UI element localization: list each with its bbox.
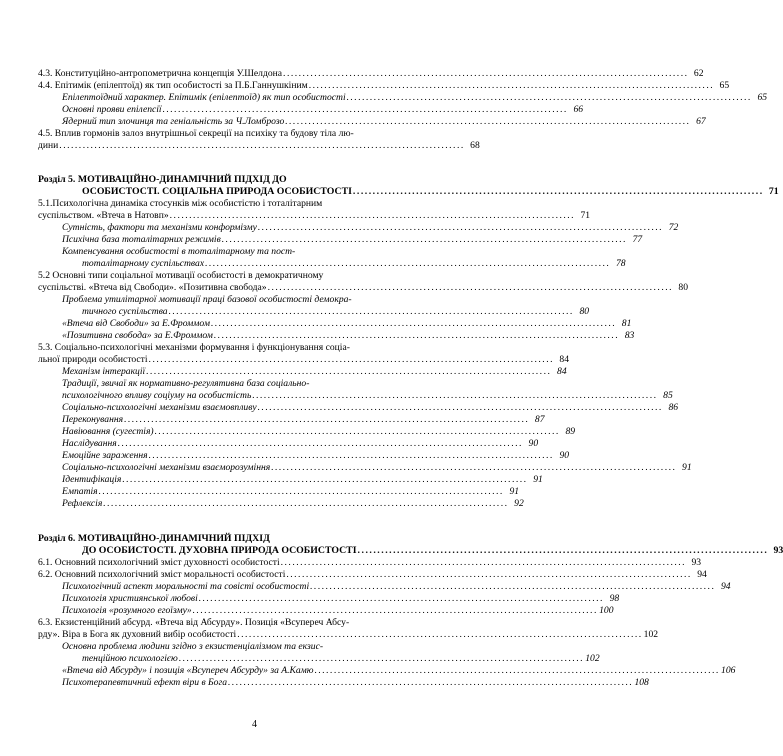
leader-dots: ........................................................................................................	[346, 92, 753, 103]
toc-entry-page: 72	[668, 222, 679, 233]
toc-subentry[interactable]	[62, 366, 567, 377]
leader-dots: ........................................................................................................	[146, 366, 552, 377]
toc-entry-page: 80	[579, 306, 590, 317]
leader-dots: ........................................................................................................	[352, 186, 764, 197]
chapter-heading-line[interactable]	[38, 533, 270, 544]
chapter-heading-text: Розділ 6. МОТИВАЦІЙНО-ДИНАМІЧНИЙ ПІДХІД	[38, 533, 270, 544]
toc-entry-page: 68	[470, 140, 480, 151]
toc-entry-text: Компенсування особистості в тоталітарному та пост-	[62, 246, 296, 257]
toc-entry-page: 84	[559, 354, 569, 365]
toc-subentry[interactable]	[62, 498, 524, 509]
leader-dots: ........................................................................................................	[210, 318, 617, 329]
toc-entry-page: 85	[663, 390, 673, 401]
toc-entry-page: 94	[697, 569, 707, 580]
toc-entry-text: тоталітарному суспільствах	[82, 258, 205, 269]
toc-entry-text: 5.2 Основні типи соціальної мотивації особистості в демократичному	[38, 270, 324, 281]
toc-entry-page: 92	[514, 498, 524, 509]
leader-dots: ........................................................................................................	[154, 426, 561, 437]
toc-entry-page: 67	[696, 116, 706, 127]
toc-entry-text: Ядерний тип злочинця та геніальність за Ч.Ломброзо	[62, 116, 285, 127]
toc-entry[interactable]	[38, 557, 702, 568]
toc-entry-page: 65	[719, 80, 730, 91]
toc-entry[interactable]	[38, 629, 659, 640]
toc-subentry[interactable]	[82, 306, 590, 317]
toc-subentry[interactable]	[62, 234, 643, 245]
toc-subentry-line[interactable]	[62, 641, 323, 652]
chapter-heading[interactable]	[82, 186, 779, 197]
chapter-heading-text: Розділ 5. МОТИВАЦІЙНО-ДИНАМІЧНИЙ ПІДХІД ДО	[38, 174, 287, 185]
toc-entry-page: 91	[682, 462, 692, 473]
toc-subentry-line[interactable]	[62, 246, 295, 257]
toc-entry-text: «Втеча від Абсурду» і позиція «Всупереч Абсурду» за А.Камю	[62, 665, 314, 676]
toc-entry-page: 106	[721, 665, 736, 676]
toc-entry-page: 86	[668, 402, 679, 413]
page-number: 4	[252, 719, 257, 730]
toc-subentry[interactable]	[62, 414, 545, 425]
toc-entry-line[interactable]	[38, 198, 322, 209]
toc-entry-text: Психологічний аспект моральності та совісті особистості	[62, 581, 310, 592]
toc-entry-text: Проблема утилітарної мотивації праці базової особистості демокра-	[62, 294, 352, 305]
toc-entry-text: рду». Віра в Бога як духовний вибір особистості	[38, 629, 237, 640]
toc-entry-page: 87	[534, 414, 545, 425]
toc-entry-text: Психотерапевтичний ефект віри в Бога	[62, 677, 228, 688]
toc-entry-text: 6.3. Екзистенційний абсурд. «Втеча від Абсурду». Позиція «Всупереч Абсу-	[38, 617, 350, 628]
toc-entry-page: 102	[643, 629, 659, 640]
toc-entry-page: 81	[621, 318, 632, 329]
toc-entry-text: психологічного впливу соціуму на особистість	[62, 390, 252, 401]
toc-entry-line[interactable]	[38, 128, 354, 139]
toc-entry-page: 71	[580, 210, 591, 221]
toc-entry[interactable]	[38, 210, 591, 221]
toc-subentry[interactable]	[62, 462, 692, 473]
toc-entry-page: 93	[773, 545, 783, 556]
toc-subentry[interactable]	[62, 593, 620, 604]
toc-entry-page: 78	[615, 258, 626, 269]
toc-subentry[interactable]	[62, 92, 768, 103]
toc-entry-line[interactable]	[38, 617, 349, 628]
leader-dots: ........................................................................................................	[314, 665, 721, 676]
toc-entry-text: Психологія християнської любові	[62, 593, 198, 604]
toc-entry-text: Соціально-психологічні механізми взаємовпливу	[62, 402, 257, 413]
leader-dots: ........................................................................................................	[162, 104, 569, 115]
toc-entry-text: 4.3. Конституційно-антропометрична концепція У.Шелдона	[38, 68, 283, 79]
leader-dots: ........................................................................................................	[285, 116, 691, 127]
chapter-heading-line[interactable]	[38, 174, 287, 185]
toc-subentry[interactable]	[82, 653, 600, 664]
toc-entry-line[interactable]	[38, 270, 323, 281]
chapter-heading[interactable]	[82, 545, 783, 556]
toc-entry-text: суспільстві. «Втеча від Свободи». «Позитивна свобода»	[38, 282, 267, 293]
toc-subentry[interactable]	[62, 450, 570, 461]
toc-entry-text: льної природи особистості	[38, 354, 148, 365]
toc-entry-text: Психічна база тоталітарних режимів	[62, 234, 221, 245]
toc-entry-text: «Втеча від Свободи» за Е.Фроммом	[62, 318, 210, 329]
leader-dots: ........................................................................................................	[286, 569, 692, 580]
chapter-heading-text: ОСОБИСТОСТІ. СОЦІАЛЬНА ПРИРОДА ОСОБИСТОСТІ	[82, 186, 352, 197]
leader-dots: ........................................................................................................	[117, 438, 524, 449]
toc-subentry[interactable]	[62, 581, 731, 592]
leader-dots: ........................................................................................................	[198, 593, 605, 604]
leader-dots: ........................................................................................................	[59, 140, 465, 151]
toc-entry-text: 5.3. Соціально-психологічні механізми формування і функціонування соціа-	[38, 342, 350, 353]
toc-entry-page: 71	[768, 186, 779, 197]
toc-subentry[interactable]	[62, 222, 679, 233]
toc-subentry[interactable]	[62, 665, 736, 676]
leader-dots: ........................................................................................................	[357, 545, 769, 556]
leader-dots: ........................................................................................................	[283, 68, 689, 79]
leader-dots: ........................................................................................................	[257, 222, 664, 233]
toc-entry-text: дини	[38, 140, 59, 151]
toc-entry-text: суспільством. «Втеча в Натовп»	[38, 210, 169, 221]
toc-subentry[interactable]	[62, 116, 706, 127]
leader-dots: ........................................................................................................	[148, 450, 555, 461]
toc-entry-text: тенційною психологією	[82, 653, 178, 664]
toc-subentry[interactable]	[62, 330, 635, 341]
leader-dots: ........................................................................................................	[178, 653, 585, 664]
toc-entry-text: Епілептоїдний характер. Епітимік (епілептоїд) як тип особистості	[62, 92, 346, 103]
toc-subentry[interactable]	[62, 438, 539, 449]
toc-entry-line[interactable]	[38, 342, 350, 353]
toc-entry-page: 65	[757, 92, 768, 103]
toc-entry-page: 77	[632, 234, 643, 245]
toc-entry-text: Переконування	[62, 414, 124, 425]
leader-dots: ........................................................................................................	[271, 462, 677, 473]
toc-entry-text: 4.4. Епітимік (епілептоїд) як тип особистості за П.Б.Ганнушкіним	[38, 80, 308, 91]
leader-dots: ........................................................................................................	[252, 390, 658, 401]
toc-entry-text: Основні прояви епілепсії	[62, 104, 162, 115]
leader-dots: ........................................................................................................	[122, 474, 528, 485]
toc-entry-text: Емпатія	[62, 486, 98, 497]
toc-entry-page: 93	[691, 557, 702, 568]
leader-dots: ........................................................................................................	[310, 581, 716, 592]
toc-entry-text: 4.5. Вплив гормонів залоз внутрішньої секреції на психіку та будову тіла лю-	[38, 128, 354, 139]
leader-dots: ........................................................................................................	[257, 402, 664, 413]
toc-entry-page: 90	[559, 450, 570, 461]
toc-subentry[interactable]	[62, 486, 520, 497]
leader-dots: ........................................................................................................	[228, 677, 634, 688]
toc-entry-page: 94	[721, 581, 731, 592]
leader-dots: ........................................................................................................	[192, 605, 599, 616]
leader-dots: ........................................................................................................	[267, 282, 674, 293]
toc-entry-text: Сутність, фактори та механізми конформізму	[62, 222, 257, 233]
toc-subentry[interactable]	[62, 390, 673, 401]
toc-entry-page: 66	[573, 104, 584, 115]
toc-entry[interactable]	[38, 80, 730, 91]
toc-entry-page: 102	[585, 653, 600, 664]
leader-dots: ........................................................................................................	[169, 210, 576, 221]
toc-entry[interactable]	[38, 569, 707, 580]
toc-entry-text: «Позитивна свобода» за Е.Фроммом	[62, 330, 213, 341]
toc-entry-page: 84	[557, 366, 567, 377]
leader-dots: ........................................................................................................	[205, 258, 611, 269]
toc-subentry[interactable]	[62, 605, 614, 616]
toc-entry-text: Рефлексія	[62, 498, 103, 509]
toc-subentry[interactable]	[62, 474, 543, 485]
toc-entry-page: 91	[509, 486, 520, 497]
toc-entry-text: Традиції, звичаї як нормативно-регулятивна база соціально-	[62, 378, 310, 389]
leader-dots: ........................................................................................................	[168, 306, 575, 317]
toc-entry-page: 90	[528, 438, 539, 449]
toc-entry-text: Ідентифікація	[62, 474, 122, 485]
toc-entry[interactable]	[38, 140, 480, 151]
toc-entry[interactable]	[38, 282, 689, 293]
toc-entry[interactable]	[38, 354, 569, 365]
leader-dots: ........................................................................................................	[98, 486, 505, 497]
leader-dots: ........................................................................................................	[213, 330, 620, 341]
toc-entry-text: 5.1.Психологічна динаміка стосунків між особистістю і тоталітарним	[38, 198, 323, 209]
toc-entry-text: Емоційне зараження	[62, 450, 148, 461]
toc-entry-text: 6.2. Основний психологічний зміст моральності особистості	[38, 569, 286, 580]
toc-entry-text: тичного суспільства	[82, 306, 168, 317]
toc-entry-page: 108	[634, 677, 649, 688]
toc-entry-page: 100	[599, 605, 614, 616]
toc-entry-page: 62	[693, 68, 704, 79]
toc-subentry[interactable]	[62, 677, 649, 688]
leader-dots: ........................................................................................................	[237, 629, 643, 640]
toc-subentry[interactable]	[62, 104, 584, 115]
toc-entry-page: 98	[609, 593, 620, 604]
toc-subentry[interactable]	[82, 258, 626, 269]
toc-subentry[interactable]	[62, 318, 632, 329]
toc-entry-text: 6.1. Основний психологічний зміст духовності особистості	[38, 557, 280, 568]
toc-entry-text: Механізм інтеракції	[62, 366, 146, 377]
toc-subentry[interactable]	[62, 402, 679, 413]
leader-dots: ........................................................................................................	[308, 80, 715, 91]
leader-dots: ........................................................................................................	[280, 557, 687, 568]
toc-entry-page: 91	[533, 474, 543, 485]
toc-entry-text: Наслідування	[62, 438, 117, 449]
toc-entry-text: Основна проблема людини згідно з екзистенціалізмом та екзис-	[62, 641, 324, 652]
leader-dots: ........................................................................................................	[148, 354, 554, 365]
toc-subentry[interactable]	[62, 426, 576, 437]
leader-dots: ........................................................................................................	[221, 234, 628, 245]
toc-subentry-line[interactable]	[62, 378, 309, 389]
leader-dots: ........................................................................................................	[124, 414, 530, 425]
leader-dots: ........................................................................................................	[103, 498, 509, 509]
chapter-heading-text: ДО ОСОБИСТОСТІ. ДУХОВНА ПРИРОДА ОСОБИСТОСТІ	[82, 545, 357, 556]
toc-entry-text: Навіювання (сугестія)	[62, 426, 154, 437]
toc-entry-page: 83	[624, 330, 635, 341]
toc-entry-page: 89	[565, 426, 576, 437]
toc-entry-text: Психологія «розумного егоїзму»	[62, 605, 192, 616]
toc-entry[interactable]	[38, 68, 704, 79]
toc-entry-page: 80	[678, 282, 689, 293]
toc-entry-text: Соціально-психологічні механізми взаєморозуміння	[62, 462, 271, 473]
toc-subentry-line[interactable]	[62, 294, 352, 305]
